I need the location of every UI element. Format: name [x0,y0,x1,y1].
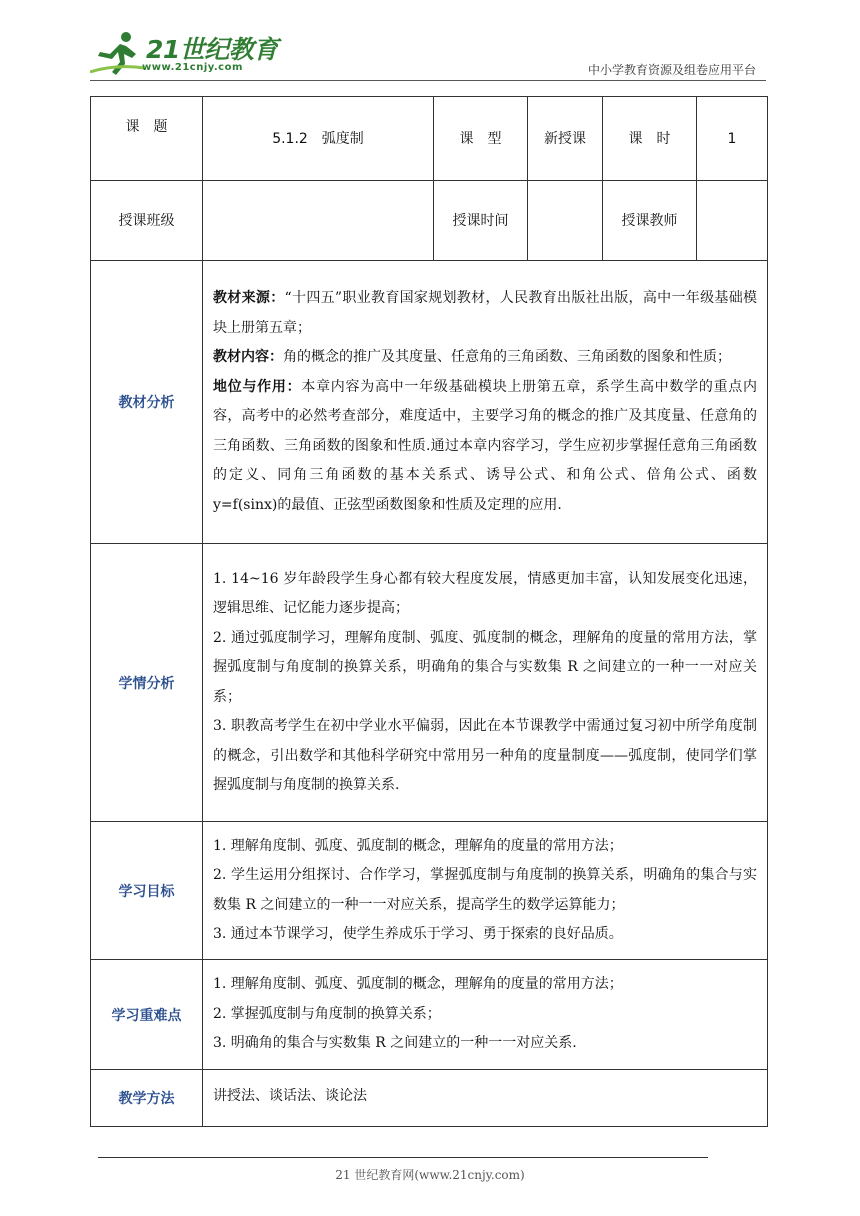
table-row-class [91,181,768,261]
topic-label: 课 题 [91,97,203,181]
list-item: 2. 学生运用分组探讨、合作学习，掌握弧度制与角度制的换算关系，明确角的集合与实数集 R 之间建立的一种一一对应关系，提高学生的数学运算能力； [213,867,757,913]
table-row-methods [91,1070,768,1127]
teacher-label: 授课教师 [603,181,697,261]
footer-divider [98,1157,708,1158]
table-row-students [91,544,768,822]
class-label: 授课班级 [91,181,203,261]
page-header [90,28,766,80]
list-item: 1. 理解角度制、弧度、弧度制的概念，理解角的度量的常用方法； [213,837,623,854]
footer-link[interactable]: 21 世纪教育网(www.21cnjy.com) [335,1168,525,1182]
runner-logo-icon [90,28,146,80]
keypoints-label: 学习重难点 [91,960,203,1070]
table-row-keypoints [91,960,768,1070]
students-label: 学情分析 [91,544,203,822]
list-item: 1. 理解角度制、弧度、弧度制的概念，理解角的度量的常用方法； [213,976,623,993]
type-value: 新授课 [528,97,603,181]
site-name: 中小学教育资源及组卷应用平台 [587,63,756,77]
methods-label: 教学方法 [91,1070,203,1127]
list-item: 3. 通过本节课学习，使学生养成乐于学习、勇于探索的良好品质。 [213,926,623,942]
list-item: 3. 职教高考学生在初中学业水平偏弱，因此在本节课教学中需通过复习初中所学角度制的概念，引出数学和其他科学研究中常用另一种角的度量制度——弧度制，使同学们掌握弧度制与角度制的换算关系. [213,718,757,793]
material-scope: 教材内容：角的概念的推广及其度量、任意角的三角函数、三角函数的图象和性质； [213,349,731,365]
topic-value: 5.1.2 弧度制 [203,97,434,181]
time-value[interactable] [528,181,603,261]
logo[interactable] [90,28,290,80]
material-content [203,261,768,544]
header-divider [90,80,766,81]
goals-content [203,822,768,960]
list-item: 2. 通过弧度制学习，理解角度制、弧度、弧度制的概念，理解角的度量的常用方法，掌握弧度制与角度制的换算关系，明确角的集合与实数集 R 之间建立的一种一一对应关系； [213,629,757,705]
hours-label: 课 时 [603,97,697,181]
list-item: 3. 明确角的集合与实数集 R 之间建立的一种一一对应关系. [213,1035,577,1052]
students-content [203,544,768,822]
list-item: 2. 掌握弧度制与角度制的换算关系； [213,1005,441,1022]
table-row-topic [91,97,768,181]
time-label: 授课时间 [434,181,528,261]
lesson-plan-table [90,96,768,1127]
logo-text: 21世纪教育 [146,35,278,64]
hours-value: 1 [697,97,768,181]
keypoints-content [203,960,768,1070]
goals-label: 学习目标 [91,822,203,960]
table-row-goals [91,822,768,960]
teacher-value[interactable] [697,181,768,261]
logo-url: www.21cnjy.com [142,62,243,73]
table-row-material [91,261,768,544]
material-label: 教材分析 [91,261,203,544]
type-label: 课 型 [434,97,528,181]
material-role: 地位与作用：本章内容为高中一年级基础模块上册第五章，系学生高中数学的重点内容，高考中的必然考查部分，难度适中，主要学习角的概念的推广及其度量、任意角的三角函数、三角函数的图象和性质.通过本章内容学习，学生应初步掌握任意角三角函数的定义、同角三角函数的基本关系式、诱导公式、和角公式、倍角公式、函数 y=f(sinx)的最值、正弦型函数图象和性质及定理的应用. [213,378,758,513]
list-item: 1. 14~16 岁年龄段学生身心都有较大程度发展，情感更加丰富，认知发展变化迅速，逻辑思维、记忆能力逐步提高； [213,570,757,616]
methods-value: 讲授法、谈话法、谈论法 [203,1070,768,1127]
class-value[interactable] [203,181,434,261]
material-source: 教材来源：“十四五”职业教育国家规划教材，人民教育出版社出版，高中一年级基础模块上册第五章； [213,290,758,336]
